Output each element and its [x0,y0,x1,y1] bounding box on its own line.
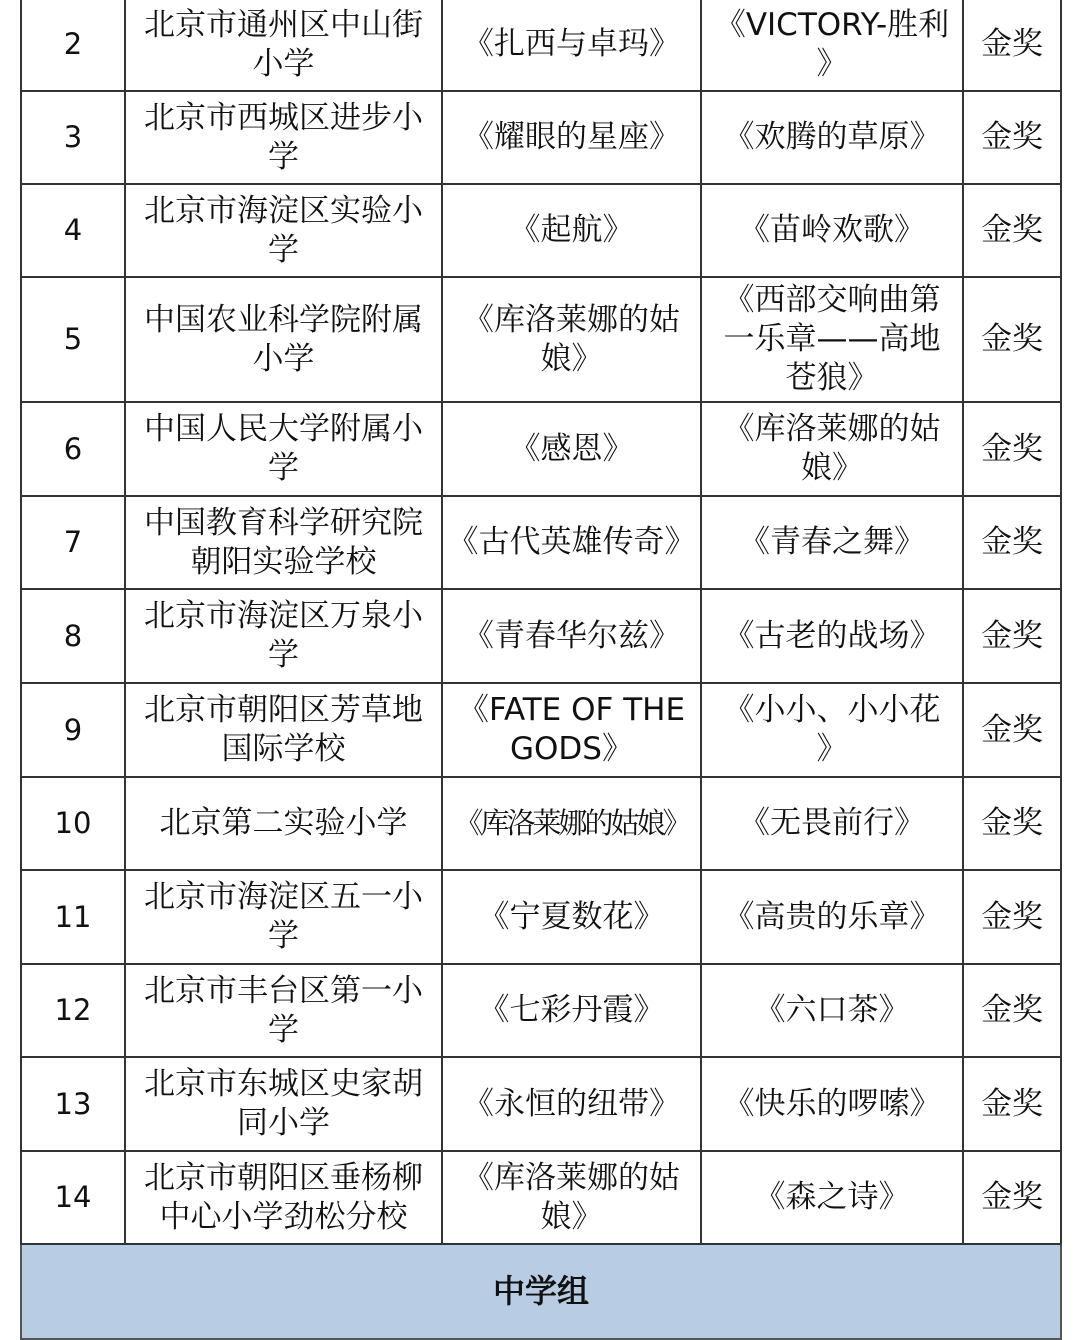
row-number: 14 [21,1151,125,1244]
award: 金奖 [963,496,1061,589]
piece-1: 《起航》 [442,184,701,277]
table-row [21,870,1061,964]
piece-1: 《青春华尔兹》 [442,589,701,683]
piece-1: 《库洛莱娜的姑 娘》 [442,1151,701,1244]
row-number: 2 [21,0,125,91]
piece-2: 《森之诗》 [701,1151,963,1244]
school-name: 北京市海淀区五一小 学 [125,870,442,964]
school-name: 北京市海淀区万泉小 学 [125,589,442,683]
section-title: 中学组 [21,1244,1061,1339]
section-header-row [21,1244,1061,1339]
award: 金奖 [963,1057,1061,1151]
award: 金奖 [963,184,1061,277]
piece-2: 《欢腾的草原》 [701,91,963,184]
row-number: 13 [21,1057,125,1151]
award: 金奖 [963,277,1061,402]
row-number: 9 [21,683,125,777]
award: 金奖 [963,91,1061,184]
row-number: 6 [21,402,125,496]
piece-1: 《FATE OF THE GODS》 [442,683,701,777]
piece-2: 《青春之舞》 [701,496,963,589]
piece-1: 《宁夏数花》 [442,870,701,964]
row-number: 10 [21,777,125,870]
row-number: 11 [21,870,125,964]
award: 金奖 [963,777,1061,870]
piece-1: 《永恒的纽带》 [442,1057,701,1151]
school-name: 中国人民大学附属小 学 [125,402,442,496]
school-name: 北京市海淀区实验小 学 [125,184,442,277]
award: 金奖 [963,589,1061,683]
piece-2: 《六口茶》 [701,964,963,1057]
school-name: 北京市丰台区第一小 学 [125,964,442,1057]
piece-2: 《快乐的啰嗦》 [701,1057,963,1151]
school-name: 北京市西城区进步小 学 [125,91,442,184]
school-name: 中国教育科学研究院 朝阳实验学校 [125,496,442,589]
row-number: 8 [21,589,125,683]
table-row [21,589,1061,683]
piece-2: 《西部交响曲第 一乐章——高地 苍狼》 [701,277,963,402]
piece-1: 《耀眼的星座》 [442,91,701,184]
piece-2: 《苗岭欢歌》 [701,184,963,277]
piece-1: 《七彩丹霞》 [442,964,701,1057]
award: 金奖 [963,964,1061,1057]
piece-2: 《VICTORY-胜利 》 [701,0,963,91]
row-number: 5 [21,277,125,402]
row-number: 7 [21,496,125,589]
row-number: 3 [21,91,125,184]
table-row [21,496,1061,589]
piece-2: 《小小、小小花 》 [701,683,963,777]
piece-1: 《扎西与卓玛》 [442,0,701,91]
award: 金奖 [963,0,1061,91]
table-row [21,1057,1061,1151]
table-row [21,777,1061,870]
table-row [21,1151,1061,1244]
award: 金奖 [963,870,1061,964]
piece-1: 《古代英雄传奇》 [442,496,701,589]
piece-2: 《高贵的乐章》 [701,870,963,964]
table-row [21,402,1061,496]
school-name: 北京市通州区中山街 小学 [125,0,442,91]
awards-table [20,0,1062,1340]
table-row [21,277,1061,402]
piece-2: 《库洛莱娜的姑 娘》 [701,402,963,496]
school-name: 北京市朝阳区垂杨柳 中心小学劲松分校 [125,1151,442,1244]
table-row [21,0,1061,91]
piece-1: 《感恩》 [442,402,701,496]
piece-1: 《库洛莱娜的姑娘》 [442,777,701,870]
table-row [21,91,1061,184]
award: 金奖 [963,683,1061,777]
award: 金奖 [963,402,1061,496]
table-row [21,683,1061,777]
row-number: 4 [21,184,125,277]
piece-1: 《库洛莱娜的姑 娘》 [442,277,701,402]
piece-2: 《无畏前行》 [701,777,963,870]
school-name: 北京市朝阳区芳草地 国际学校 [125,683,442,777]
table-row [21,184,1061,277]
award: 金奖 [963,1151,1061,1244]
school-name: 北京第二实验小学 [125,777,442,870]
school-name: 中国农业科学院附属 小学 [125,277,442,402]
table-row [21,964,1061,1057]
piece-2: 《古老的战场》 [701,589,963,683]
row-number: 12 [21,964,125,1057]
school-name: 北京市东城区史家胡 同小学 [125,1057,442,1151]
